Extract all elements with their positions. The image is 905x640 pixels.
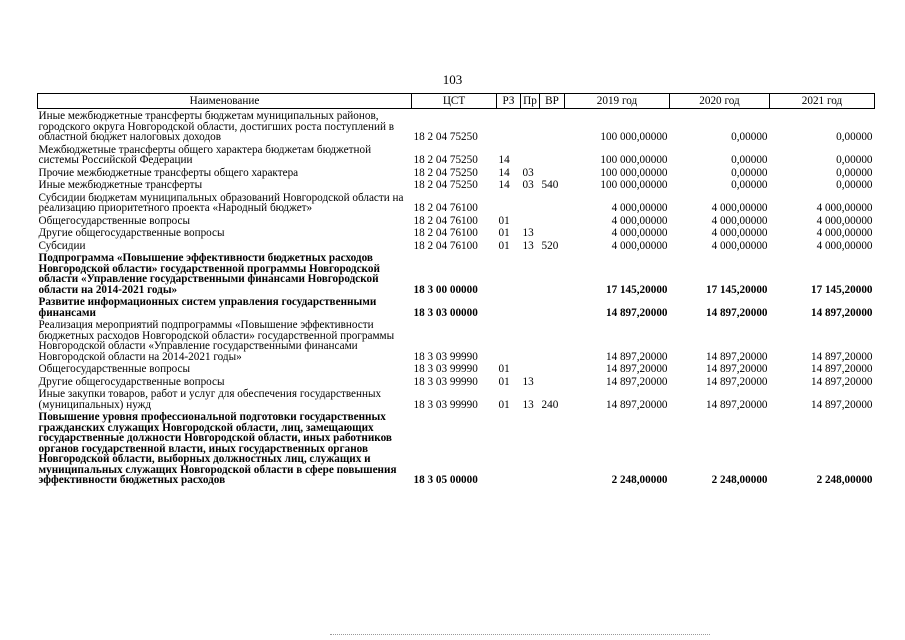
- row-value-2020: 14 897,20000: [705, 306, 768, 319]
- row-rz: [497, 295, 521, 318]
- row-rz: 01: [498, 214, 510, 227]
- row-vr: [540, 214, 565, 227]
- row-vr: [540, 191, 565, 214]
- row-value-2021: 4 000,00000: [816, 239, 873, 252]
- row-value-2020: 0,00000: [731, 179, 768, 191]
- table-row: [38, 239, 875, 252]
- header-vr: ВР: [540, 94, 565, 109]
- row-value-2019: 14 897,20000: [605, 375, 668, 388]
- row-cst: 18 2 04 75250: [413, 154, 478, 166]
- row-pr: [521, 191, 540, 214]
- page-number: 103: [442, 72, 463, 87]
- row-pr: [521, 143, 540, 166]
- header-rz: РЗ: [497, 94, 521, 109]
- header-row: [38, 94, 875, 109]
- table-row: [38, 387, 875, 410]
- table-row: [38, 295, 875, 318]
- row-name: Иные межбюджетные трансферты: [38, 179, 203, 191]
- row-vr: [540, 362, 565, 375]
- row-name: Прочие межбюджетные трансферты общего характера: [38, 166, 299, 179]
- row-vr: [540, 109, 565, 143]
- row-value-2019: 14 897,20000: [605, 350, 668, 363]
- row-pr: [521, 295, 540, 318]
- scan-artifact-line: [330, 634, 710, 635]
- row-vr: [540, 375, 565, 388]
- row-pr: [521, 214, 540, 227]
- row-pr: [521, 410, 540, 486]
- row-vr: [540, 226, 565, 239]
- row-rz: [497, 251, 521, 295]
- table-row: [38, 166, 875, 179]
- row-name: Субсидии: [38, 239, 86, 252]
- row-rz: 01: [498, 398, 510, 411]
- row-pr: [521, 362, 540, 375]
- row-cst: 18 3 03 99990: [413, 398, 478, 411]
- row-rz: [497, 109, 521, 143]
- row-cst: 18 3 03 99990: [413, 363, 478, 375]
- row-cst: 18 2 04 76100: [413, 202, 478, 214]
- row-value-2019: 100 000,00000: [600, 131, 668, 143]
- table-row: [38, 109, 875, 143]
- row-name: Иные межбюджетные трансферты бюджетам муниципальных районов, городского округа Новгородской области, достигших роста поступлений в областной бюджет налоговых доходов: [38, 110, 395, 143]
- row-value-2020: 14 897,20000: [705, 398, 768, 411]
- row-vr: [540, 166, 565, 179]
- row-value-2021: 0,00000: [836, 166, 873, 179]
- row-name: Субсидии бюджетам муниципальных образований Новгородской области на реализацию приоритетного проекта «Народный бюджет»: [38, 191, 404, 214]
- row-value-2020: 14 897,20000: [705, 375, 768, 388]
- row-cst: 18 3 00 00000: [413, 283, 478, 296]
- row-value-2021: 4 000,00000: [816, 227, 873, 239]
- row-pr: 03: [522, 179, 534, 191]
- row-name: Подпрограмма «Повышение эффективности бюджетных расходов Новгородской области» государственной программы Новгородской области «Управление государственными финансами Новгородской области на 2014-2021 годы»: [38, 252, 380, 296]
- row-value-2020: 4 000,00000: [711, 227, 768, 239]
- header-name: Наименование: [38, 94, 412, 109]
- header-2021: 2021 год: [770, 94, 875, 109]
- row-pr: 03: [522, 166, 534, 179]
- row-value-2021: 2 248,00000: [816, 474, 873, 486]
- row-vr: 520: [541, 239, 559, 252]
- row-rz: 01: [498, 239, 510, 252]
- row-value-2019: 14 897,20000: [605, 306, 668, 319]
- table-row: [38, 251, 875, 295]
- row-name: Реализация мероприятий подпрограммы «Повышение эффективности бюджетных расходов Новгородской области» государственной программы Новгородской области «Управление государственными финансами Новгородской области на 2014-2021 годы»: [38, 319, 395, 363]
- row-rz: [497, 191, 521, 214]
- row-value-2021: 14 897,20000: [810, 398, 873, 411]
- row-value-2021: 0,00000: [836, 154, 873, 166]
- row-cst: 18 3 03 99990: [413, 350, 478, 363]
- row-value-2019: 2 248,00000: [611, 474, 668, 486]
- row-name: Другие общегосударственные вопросы: [38, 227, 225, 239]
- row-value-2019: 17 145,20000: [605, 283, 668, 296]
- row-vr: [540, 143, 565, 166]
- row-cst: 18 2 04 76100: [413, 239, 478, 252]
- header-cst: ЦСТ: [412, 94, 497, 109]
- budget-table: [37, 93, 875, 486]
- table-row: [38, 191, 875, 214]
- header-pr: Пр: [521, 94, 540, 109]
- row-value-2021: 14 897,20000: [810, 375, 873, 388]
- row-cst: 18 2 04 75250: [413, 166, 478, 179]
- row-value-2019: 14 897,20000: [605, 363, 668, 375]
- row-value-2020: 4 000,00000: [711, 239, 768, 252]
- row-vr: 540: [541, 179, 559, 191]
- row-name: Общегосударственные вопросы: [38, 363, 191, 375]
- row-name: Повышение уровня профессиональной подготовки государственных гражданских служащих Новгородской области, лиц, замещающих государственные должности Новгородской области, иных работников органов государственной власти, иных государственных органов Новгородской области, выборных должностных лиц, служащих и муниципальных служащих Новгородской области в сфере повышения эффективности бюджетных расходов: [38, 411, 397, 486]
- row-rz: 14: [498, 179, 510, 191]
- table-row: [38, 318, 875, 362]
- row-rz: 01: [498, 375, 510, 388]
- row-cst: 18 2 04 75250: [413, 131, 478, 143]
- row-pr: 13: [522, 227, 534, 239]
- row-cst: 18 2 04 75250: [413, 179, 478, 191]
- table-row: [38, 214, 875, 227]
- row-rz: 01: [498, 227, 510, 239]
- row-vr: [540, 251, 565, 295]
- row-value-2019: 100 000,00000: [600, 154, 668, 166]
- row-cst: 18 3 03 99990: [413, 375, 478, 388]
- row-value-2020: 4 000,00000: [711, 214, 768, 227]
- row-rz: 14: [498, 166, 510, 179]
- row-value-2020: 0,00000: [731, 131, 768, 143]
- row-value-2021: 17 145,20000: [810, 283, 873, 296]
- row-value-2020: 14 897,20000: [705, 363, 768, 375]
- row-value-2020: 14 897,20000: [705, 350, 768, 363]
- row-name: Межбюджетные трансферты общего характера бюджетам бюджетной системы Российской Федерации: [38, 143, 372, 166]
- row-value-2019: 4 000,00000: [611, 202, 668, 214]
- row-name: Другие общегосударственные вопросы: [38, 375, 225, 388]
- row-rz: 14: [498, 154, 510, 166]
- table-row: [38, 410, 875, 486]
- row-cst: 18 3 03 00000: [413, 306, 478, 319]
- row-value-2020: 17 145,20000: [705, 283, 768, 296]
- row-value-2021: 0,00000: [836, 179, 873, 191]
- table-row: [38, 375, 875, 388]
- row-vr: [540, 410, 565, 486]
- row-value-2021: 0,00000: [836, 131, 873, 143]
- row-name: Развитие информационных систем управления государственными финансами: [38, 296, 377, 319]
- row-rz: [497, 410, 521, 486]
- row-value-2019: 14 897,20000: [605, 398, 668, 411]
- table-row: [38, 178, 875, 191]
- row-value-2020: 4 000,00000: [711, 202, 768, 214]
- row-value-2019: 100 000,00000: [600, 179, 668, 191]
- row-rz: [497, 318, 521, 362]
- row-cst: 18 2 04 76100: [413, 214, 478, 227]
- row-vr: [540, 295, 565, 318]
- row-value-2020: 0,00000: [731, 154, 768, 166]
- table-row: [38, 143, 875, 166]
- row-pr: 13: [522, 375, 534, 388]
- row-cst: 18 3 05 00000: [413, 474, 478, 486]
- header-2020: 2020 год: [670, 94, 770, 109]
- row-value-2021: 4 000,00000: [816, 202, 873, 214]
- row-value-2021: 14 897,20000: [810, 306, 873, 319]
- row-value-2019: 4 000,00000: [611, 214, 668, 227]
- row-pr: [521, 318, 540, 362]
- table-row: [38, 226, 875, 239]
- row-value-2019: 4 000,00000: [611, 239, 668, 252]
- row-value-2020: 0,00000: [731, 166, 768, 179]
- row-value-2021: 14 897,20000: [810, 350, 873, 363]
- row-value-2021: 4 000,00000: [816, 214, 873, 227]
- row-name: Иные закупки товаров, работ и услуг для обеспечения государственных (муниципальных) нужд: [38, 388, 382, 411]
- row-pr: [521, 251, 540, 295]
- row-pr: [521, 109, 540, 143]
- row-pr: 13: [522, 398, 534, 411]
- row-value-2019: 4 000,00000: [611, 227, 668, 239]
- table-row: [38, 362, 875, 375]
- row-name: Общегосударственные вопросы: [38, 214, 191, 227]
- row-value-2021: 14 897,20000: [810, 363, 873, 375]
- row-value-2020: 2 248,00000: [711, 474, 768, 486]
- row-vr: [540, 318, 565, 362]
- row-rz: 01: [498, 363, 510, 375]
- row-cst: 18 2 04 76100: [413, 227, 478, 239]
- header-2019: 2019 год: [565, 94, 670, 109]
- row-vr: 240: [541, 398, 559, 411]
- table-body: [38, 109, 875, 486]
- row-pr: 13: [522, 239, 534, 252]
- row-value-2019: 100 000,00000: [600, 166, 668, 179]
